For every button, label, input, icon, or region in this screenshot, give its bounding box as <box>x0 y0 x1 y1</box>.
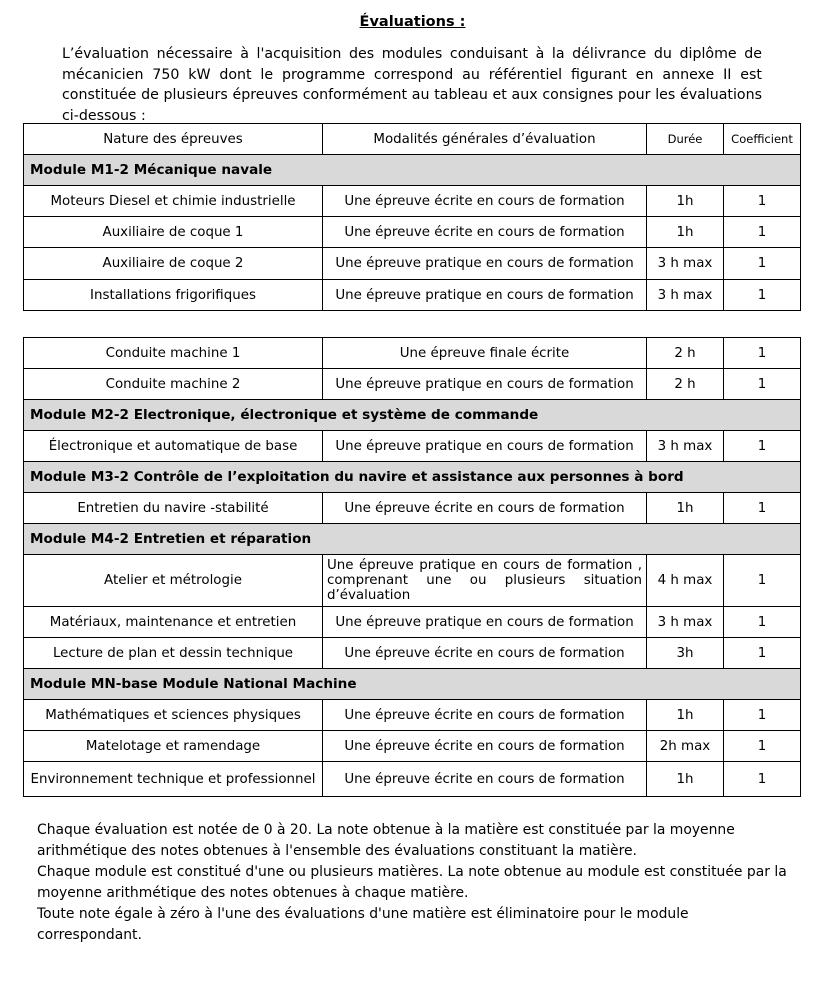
cell-coef: 1 <box>724 638 801 669</box>
cell-nature: Lecture de plan et dessin technique <box>24 638 323 669</box>
cell-nature: Conduite machine 1 <box>24 338 323 369</box>
cell-duree: 1h <box>647 493 724 524</box>
table-row <box>24 493 801 524</box>
cell-modalite: Une épreuve écrite en cours de formation <box>323 493 647 524</box>
cell-coef: 1 <box>724 607 801 638</box>
cell-nature: Installations frigorifiques <box>24 280 323 311</box>
module-title: Module MN-base Module National Machine <box>24 669 801 700</box>
table-row <box>24 248 801 280</box>
header-duree: Durée <box>647 124 724 155</box>
cell-duree: 2 h <box>647 338 724 369</box>
cell-modalite: Une épreuve écrite en cours de formation <box>323 638 647 669</box>
table-row <box>24 369 801 400</box>
cell-duree: 1h <box>647 217 724 248</box>
table-row <box>24 762 801 797</box>
cell-modalite: Une épreuve écrite en cours de formation <box>323 186 647 217</box>
cell-coef: 1 <box>724 762 801 797</box>
cell-duree: 3 h max <box>647 280 724 311</box>
cell-nature: Conduite machine 2 <box>24 369 323 400</box>
cell-nature: Auxiliaire de coque 2 <box>24 248 323 280</box>
cell-modalite: Une épreuve écrite en cours de formation <box>323 731 647 762</box>
notes-section <box>37 820 797 946</box>
cell-modalite: Une épreuve écrite en cours de formation <box>323 762 647 797</box>
cell-duree: 3 h max <box>647 607 724 638</box>
cell-modalite: Une épreuve écrite en cours de formation <box>323 217 647 248</box>
cell-coef: 1 <box>724 431 801 462</box>
table-row <box>24 555 801 607</box>
header-coefficient: Coefficient <box>724 124 801 155</box>
module-row <box>24 400 801 431</box>
note-paragraph: Chaque module est constitué d'une ou plusieurs matières. La note obtenue au module est constituée par la moyenne arithmétique des notes obtenues à chaque matière. <box>37 864 787 901</box>
cell-nature: Auxiliaire de coque 1 <box>24 217 323 248</box>
cell-nature: Environnement technique et professionnel <box>24 762 323 797</box>
evaluation-table-part-1 <box>23 123 801 311</box>
table-row <box>24 607 801 638</box>
intro-paragraph: L’évaluation nécessaire à l'acquisition des modules conduisant à la délivrance du diplôme de mécanicien 750 kW dont le programme correspond au référentiel figurant en annexe II est constituée de plusieurs épreuves conformément au tableau et aux consignes pour les évaluations ci-dessous : <box>62 46 762 124</box>
cell-nature: Électronique et automatique de base <box>24 431 323 462</box>
cell-coef: 1 <box>724 280 801 311</box>
table-header-row <box>24 124 801 155</box>
cell-modalite: Une épreuve pratique en cours de formation <box>323 369 647 400</box>
cell-nature: Moteurs Diesel et chimie industrielle <box>24 186 323 217</box>
table-row <box>24 638 801 669</box>
module-row <box>24 462 801 493</box>
module-row <box>24 669 801 700</box>
table-row <box>24 731 801 762</box>
cell-coef: 1 <box>724 186 801 217</box>
cell-modalite: Une épreuve pratique en cours de formation <box>323 431 647 462</box>
cell-duree: 1h <box>647 186 724 217</box>
cell-duree: 1h <box>647 700 724 731</box>
module-title: Module M3-2 Contrôle de l’exploitation du navire et assistance aux personnes à bord <box>24 462 801 493</box>
table-row <box>24 431 801 462</box>
cell-coef: 1 <box>724 338 801 369</box>
cell-modalite: Une épreuve pratique en cours de formation <box>323 607 647 638</box>
header-modalites: Modalités générales d’évaluation <box>323 124 647 155</box>
cell-duree: 1h <box>647 762 724 797</box>
cell-modalite: Une épreuve pratique en cours de formation , comprenant une ou plusieurs situation d’évaluation <box>323 555 647 607</box>
cell-coef: 1 <box>724 369 801 400</box>
cell-duree: 3 h max <box>647 431 724 462</box>
note-paragraph: Chaque évaluation est notée de 0 à 20. La note obtenue à la matière est constituée par la moyenne arithmétique des notes obtenues à l'ensemble des évaluations constituant la matière. <box>37 822 735 859</box>
cell-coef: 1 <box>724 217 801 248</box>
cell-modalite: Une épreuve pratique en cours de formation <box>323 280 647 311</box>
cell-modalite: Une épreuve finale écrite <box>323 338 647 369</box>
cell-duree: 2 h <box>647 369 724 400</box>
module-row <box>24 155 801 186</box>
cell-duree: 3 h max <box>647 248 724 280</box>
cell-nature: Matériaux, maintenance et entretien <box>24 607 323 638</box>
table-row <box>24 186 801 217</box>
cell-duree: 3h <box>647 638 724 669</box>
cell-coef: 1 <box>724 555 801 607</box>
table-row <box>24 338 801 369</box>
table-row <box>24 700 801 731</box>
table-row <box>24 280 801 311</box>
page-title: Évaluations : <box>359 14 466 30</box>
note-paragraph: Toute note égale à zéro à l'une des évaluations d'une matière est éliminatoire pour le module correspondant. <box>37 906 689 943</box>
cell-coef: 1 <box>724 731 801 762</box>
cell-duree: 2h max <box>647 731 724 762</box>
cell-nature: Entretien du navire -stabilité <box>24 493 323 524</box>
cell-coef: 1 <box>724 493 801 524</box>
cell-coef: 1 <box>724 248 801 280</box>
cell-modalite: Une épreuve écrite en cours de formation <box>323 700 647 731</box>
cell-duree: 4 h max <box>647 555 724 607</box>
evaluation-table-part-2 <box>23 337 801 797</box>
module-title: Module M4-2 Entretien et réparation <box>24 524 801 555</box>
module-title: Module M2-2 Electronique, électronique et système de commande <box>24 400 801 431</box>
table-row <box>24 217 801 248</box>
cell-nature: Atelier et métrologie <box>24 555 323 607</box>
module-row <box>24 524 801 555</box>
module-title: Module M1-2 Mécanique navale <box>24 155 801 186</box>
cell-nature: Matelotage et ramendage <box>24 731 323 762</box>
cell-modalite: Une épreuve pratique en cours de formation <box>323 248 647 280</box>
cell-nature: Mathématiques et sciences physiques <box>24 700 323 731</box>
header-nature: Nature des épreuves <box>24 124 323 155</box>
cell-coef: 1 <box>724 700 801 731</box>
